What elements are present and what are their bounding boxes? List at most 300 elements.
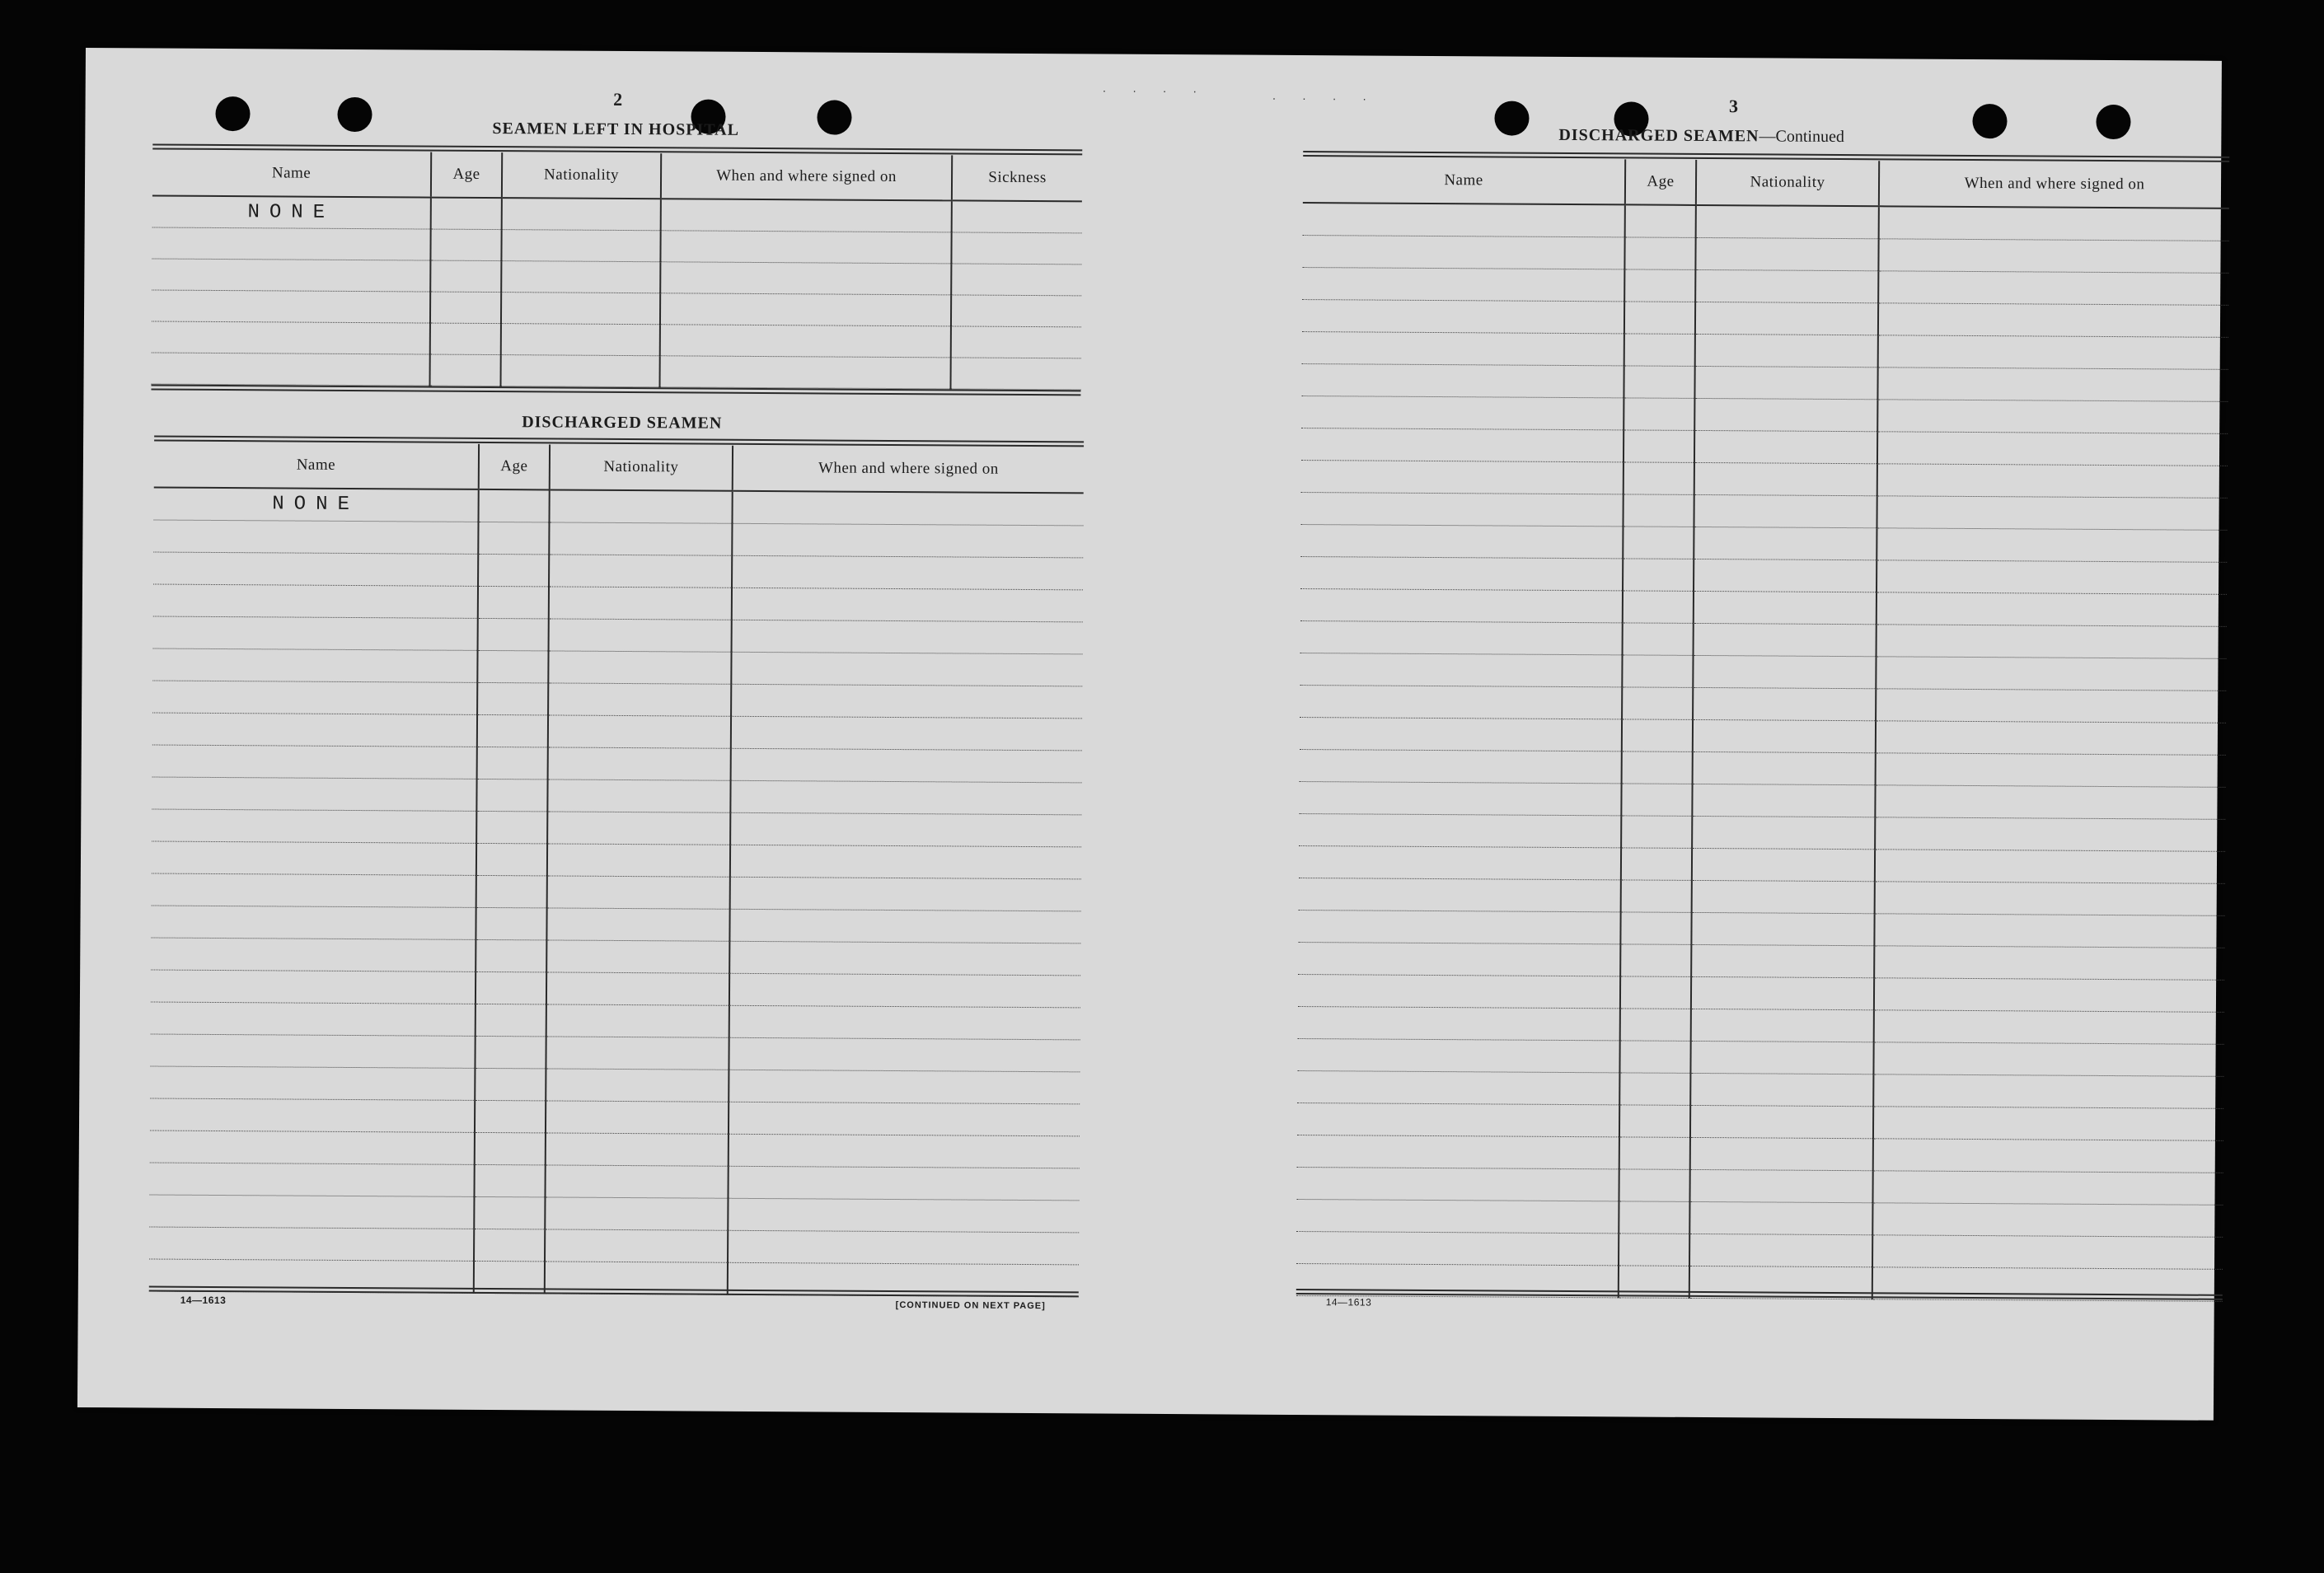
table-cell [151,970,476,1004]
table-cell [501,354,660,386]
table-cell [431,198,502,230]
table-cell [729,1070,1080,1104]
table-cell [1878,270,2228,305]
table-cell [1874,977,2224,1012]
table-cell [1620,911,1691,944]
table-cell [1694,494,1877,527]
table-cell [1694,366,1877,399]
table-cell [546,1004,729,1037]
table-row [152,745,1082,783]
table-cell [732,523,1083,558]
table-cell [549,489,732,522]
table-cell [152,809,476,843]
table-cell [475,1068,546,1101]
table-cell [1689,1169,1872,1202]
col-sickness-header: Sickness [952,155,1082,201]
table-row [152,713,1082,751]
table-cell [729,1102,1080,1136]
table-cell [477,682,548,715]
col-name-header: Name [154,442,479,489]
table-cell [1300,717,1622,751]
table-cell [476,907,546,940]
table-cell [729,909,1080,943]
table-row [1301,396,2228,433]
table-cell [475,1132,546,1165]
table-cell [476,1004,546,1037]
table-cell [951,232,1081,264]
table-cell [476,939,546,972]
table-row [1298,974,2224,1012]
table-cell [730,780,1081,815]
table-row [1300,524,2227,562]
table-cell [951,294,1081,326]
hospital-section-title: SEAMEN LEFT IN HOSPITAL [492,119,740,139]
table-cell [430,292,501,324]
table-cell [730,812,1081,847]
table-cell [1691,944,1874,977]
table-cell [1624,236,1695,269]
table-cell [475,1100,546,1133]
col-nationality-header: Nationality [550,444,733,490]
table-row [152,841,1081,879]
table-cell [1622,654,1693,687]
table-cell [1692,784,1875,817]
table-row [151,938,1080,976]
table-row [1297,1135,2223,1173]
table-cell [153,552,478,586]
table-cell [1872,1170,2223,1205]
table-row [1299,781,2225,819]
table-cell [1691,976,1874,1009]
continued-note: [CONTINUED ON NEXT PAGE] [895,1300,1046,1312]
table-cell [1694,462,1877,495]
punch-hole [817,100,851,134]
table-cell [152,648,477,682]
table-row [1302,299,2228,337]
table-cell [1877,431,2228,466]
table-cell [1623,494,1694,527]
table-cell [1301,396,1624,429]
table-cell [1874,913,2224,948]
table-cell [474,1229,545,1262]
entry-name-cell: NONE [154,488,479,522]
table-cell [502,198,661,230]
table-row [154,488,1084,526]
table-cell [546,1068,729,1101]
table-row [1302,235,2228,273]
col-signed-on-header: When and where signed on [661,153,952,200]
table-cell [1300,620,1623,654]
table-cell [548,650,731,683]
table-row [149,1194,1079,1232]
table-cell [152,352,430,385]
table-cell [153,520,478,554]
table-cell [729,1005,1080,1040]
table-cell [1694,430,1877,463]
hospital-table [152,150,1083,389]
table-cell [549,522,732,555]
table-cell [1876,656,2226,691]
table-cell [476,811,547,844]
table-cell [149,1194,474,1228]
entry-name-cell: NONE [152,195,431,228]
table-cell [478,554,549,587]
table-cell [1877,624,2227,658]
table-cell [1619,1233,1689,1266]
col-age-header: Age [1625,159,1696,205]
table-cell [660,230,951,263]
section-title-main: DISCHARGED SEAMEN [1558,125,1759,146]
table-cell [1621,879,1692,912]
table-cell [1879,206,2229,241]
table-row [1301,460,2228,498]
table-cell [1692,880,1875,913]
table-cell [1300,588,1623,622]
table-row [1300,749,2226,787]
table-cell [1694,591,1877,624]
punch-hole [1972,104,2007,138]
table-cell [1693,719,1876,752]
col-name-header: Name [1303,157,1625,204]
table-cell [549,618,732,651]
table-cell [478,489,549,522]
table-cell [549,554,732,587]
discharged-header-row [154,442,1084,494]
table-cell [546,907,729,940]
table-row [1303,203,2229,241]
table-cell [1300,749,1622,783]
ink-specks: · · · · [1272,91,1379,105]
table-cell [1620,1008,1691,1041]
table-cell [548,714,731,747]
table-row [152,648,1082,686]
table-cell [1693,751,1876,784]
table-cell [547,779,730,812]
col-signed-on-header: When and where signed on [733,446,1084,494]
col-age-header: Age [479,444,550,490]
table-cell [731,716,1082,751]
table-cell [951,263,1081,295]
table-cell [1623,558,1694,591]
table-cell [1624,365,1694,398]
table-cell [1872,1234,2223,1269]
table-row [1300,685,2226,723]
table-cell [1875,817,2225,851]
table-cell [1297,1103,1619,1136]
table-cell [430,354,501,386]
page-number: 2 [613,88,623,110]
table-cell [1624,333,1695,366]
table-cell [545,1196,728,1229]
table-cell [732,491,1083,526]
table-row [152,352,1081,389]
continued-header-row [1303,157,2229,208]
table-cell [731,652,1082,686]
table-row [1300,653,2226,691]
table-cell [501,229,660,261]
table-cell [153,584,478,618]
table-cell [1877,527,2227,562]
table-cell [1689,1201,1872,1234]
table-cell [1622,751,1693,784]
discharged-table [149,442,1084,1297]
table-cell [1298,942,1620,976]
table-cell [1298,974,1620,1008]
table-cell [501,260,660,293]
table-cell [477,714,548,747]
table-cell [729,973,1080,1008]
table-cell [1877,399,2228,433]
table-cell [1301,428,1624,461]
table-cell [1619,1201,1689,1234]
table-row [153,584,1083,622]
table-cell [152,289,430,322]
table-cell [1620,943,1691,976]
table-cell [1300,524,1623,558]
table-cell [153,616,478,650]
table-cell [548,682,731,715]
table-cell [1296,1167,1619,1201]
table-cell [151,938,476,971]
punch-hole [337,97,372,132]
table-cell [546,1100,729,1133]
table-cell [1695,334,1878,367]
table-row [149,1226,1079,1264]
table-cell [1875,849,2225,883]
table-cell [152,321,430,353]
table-cell [1624,461,1694,494]
table-cell [549,586,732,619]
table-cell [1302,235,1624,269]
table-cell [1300,685,1622,719]
table-cell [150,1098,475,1132]
table-cell [1297,1070,1619,1104]
table-cell [1693,687,1876,720]
table-cell [1690,1041,1873,1074]
table-cell [1694,623,1877,656]
table-cell [1622,686,1693,719]
ink-specks: · · · · [1102,83,1209,98]
table-cell [474,1164,545,1197]
discharged-continued-title [1558,126,1844,147]
table-row [152,681,1082,719]
table-row [1297,1038,2223,1076]
table-cell [1877,463,2228,498]
col-signed-on-header: When and where signed on [1879,161,2229,208]
table-row [151,970,1080,1008]
table-cell [501,323,660,355]
table-cell [1878,238,2228,273]
table-row [1297,1103,2223,1140]
table-cell [1620,976,1691,1009]
table-cell [732,620,1083,654]
table-cell [430,323,501,355]
table-cell [1878,335,2228,369]
table-cell [1298,1006,1620,1040]
table-row [1299,813,2225,851]
table-row [1297,1070,2223,1108]
table-cell [1298,910,1620,943]
table-cell [661,199,952,232]
table-cell [729,1134,1080,1168]
table-row [1299,878,2225,915]
table-cell [150,1131,475,1164]
table-cell [1873,1042,2223,1076]
table-cell [1299,813,1621,847]
table-cell [547,811,730,844]
ledger-sheet [77,48,2222,1421]
table-cell [501,292,660,324]
table-cell [1619,1136,1690,1169]
table-cell [1693,655,1876,688]
table-cell [547,843,730,876]
table-row [1300,492,2227,530]
table-cell [1694,527,1877,559]
page-number: 3 [1729,96,1739,117]
table-row [151,1002,1080,1040]
col-nationality-header: Nationality [1696,160,1879,206]
table-cell [660,355,951,388]
table-cell [1622,719,1693,751]
table-cell [1695,302,1878,335]
table-cell [1299,878,1621,911]
table-cell [1623,590,1694,623]
table-cell [660,261,951,294]
table-cell [1301,363,1624,397]
table-cell [1695,237,1878,270]
table-cell [152,258,430,291]
discharged-continued-table [1296,157,2229,1301]
table-cell [730,877,1081,911]
table-cell [728,1198,1079,1233]
table-cell [1297,1135,1619,1168]
table-cell [1877,367,2228,401]
table-cell [152,777,476,811]
col-age-header: Age [431,152,502,199]
table-cell [1873,1106,2223,1140]
section-title-suffix: —Continued [1759,127,1844,147]
table-cell [1302,299,1624,333]
table-row [1298,910,2224,948]
table-cell [729,941,1080,976]
punch-hole [215,96,250,131]
table-cell [1623,622,1694,655]
table-cell [152,745,477,779]
table-cell [1873,1138,2223,1173]
form-number: 14—1613 [180,1294,227,1307]
table-cell [1302,331,1624,365]
table-cell [546,971,729,1004]
table-cell [1624,429,1694,462]
table-cell [729,1037,1080,1072]
table-cell [152,681,477,714]
table-cell [731,748,1082,783]
table-cell [1619,1072,1690,1105]
table-cell [728,1230,1079,1265]
table-cell [546,939,729,972]
table-cell [1872,1202,2223,1237]
table-cell [476,779,547,812]
table-cell [660,293,951,325]
table-row [1296,1167,2223,1205]
table-cell [546,1132,729,1165]
table-cell [732,588,1083,622]
table-row [1301,428,2228,466]
table-cell [151,906,476,939]
table-cell [1619,1040,1690,1073]
col-name-header: Name [152,150,431,197]
table-row [152,873,1081,911]
table-cell [1876,688,2226,723]
table-row [1300,588,2227,626]
table-cell [1691,912,1874,945]
table-cell [1624,397,1694,430]
table-cell [476,971,546,1004]
table-cell [1302,267,1624,301]
table-row [150,1034,1080,1072]
table-cell [952,200,1082,232]
table-cell [1297,1038,1619,1072]
table-row [152,777,1081,815]
table-cell [150,1034,475,1068]
table-cell [152,873,476,907]
table-row [1299,845,2225,883]
table-row [1300,717,2226,755]
form-number: 14—1613 [1325,1296,1372,1308]
table-cell [1619,1104,1690,1137]
table-row [1296,1199,2223,1237]
table-cell [1875,881,2225,915]
table-cell [1689,1234,1872,1266]
table-cell [1625,204,1696,237]
table-cell [474,1196,545,1229]
table-row [153,616,1083,654]
table-cell [1300,653,1622,686]
table-cell [1690,1073,1873,1106]
table-cell [478,522,549,555]
table-cell [476,875,547,908]
table-cell [1296,1231,1619,1265]
table-row [150,1098,1080,1136]
table-cell [732,555,1083,590]
table-cell [1621,815,1692,848]
table-cell [1624,269,1695,302]
table-row [152,809,1081,847]
table-cell [1691,1009,1874,1042]
table-cell [1696,205,1879,238]
table-cell [1694,559,1877,592]
table-cell [731,684,1082,719]
table-cell [1623,526,1694,559]
table-cell [150,1163,475,1196]
table-cell [1873,1074,2223,1108]
table-cell [1621,847,1692,880]
discharged-section-title: DISCHARGED SEAMEN [522,413,723,433]
table-cell [150,1066,475,1100]
table-cell [475,1036,546,1069]
table-row [1302,267,2228,305]
table-cell [152,227,430,260]
table-row [1300,556,2227,594]
col-nationality-header: Nationality [502,152,661,199]
table-row [150,1066,1080,1104]
table-cell [1299,781,1621,815]
table-row [1300,620,2227,658]
hospital-header-row [152,150,1082,201]
table-cell [1694,398,1877,431]
table-cell [1621,783,1692,816]
table-cell [1300,556,1623,590]
